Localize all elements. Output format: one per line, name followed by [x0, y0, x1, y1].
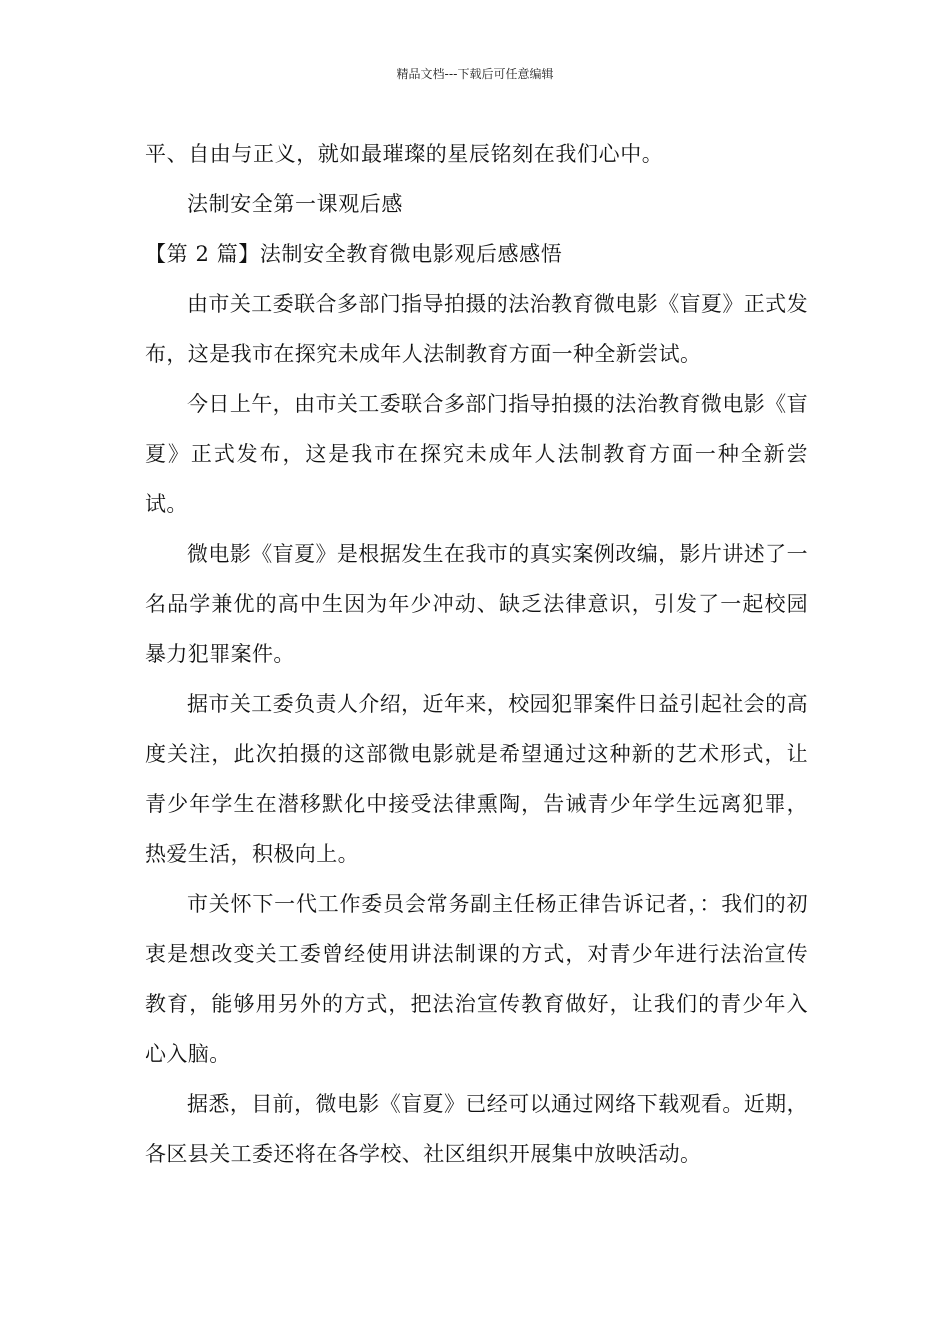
document-body: [145, 129, 808, 1179]
continuation-line: 平、自由与正义，就如最璀璨的星辰铭刻在我们心中。: [145, 142, 664, 166]
page-header: 精品文档---下载后可任意编辑: [396, 67, 554, 81]
paragraph-5: 市关怀下一代工作委员会常务副主任杨正律告诉记者，：我们的初衷是想改变关工委曾经使用讲法制课的方式，对青少年进行法治宣传教育，能够用另外的方式，把法治宣传教育做好，让我们的青少年入心入脑。: [145, 892, 808, 1066]
paragraph-2: 今日上午，由市关工委联合多部门指导拍摄的法治教育微电影《盲夏》正式发布，这是我市在探究未成年人法制教育方面一种全新尝试。: [145, 392, 808, 516]
paragraph-3: 微电影《盲夏》是根据发生在我市的真实案例改编，影片讲述了一名品学兼优的高中生因为年少冲动、缺乏法律意识，引发了一起校园暴力犯罪案件。: [145, 542, 808, 666]
paragraph-6: 据悉，目前，微电影《盲夏》已经可以通过网络下载观看。近期，各区县关工委还将在各学校、社区组织开展集中放映活动。: [145, 1092, 808, 1166]
paragraph-1: 由市关工委联合多部门指导拍摄的法治教育微电影《盲夏》正式发布，这是我市在探究未成年人法制教育方面一种全新尝试。: [145, 292, 808, 366]
end-title: 法制安全第一课观后感: [187, 192, 403, 216]
paragraph-4: 据市关工委负责人介绍，近年来，校园犯罪案件日益引起社会的高度关注，此次拍摄的这部微电影就是希望通过这种新的艺术形式，让青少年学生在潜移默化中接受法律熏陶，告诫青少年学生远离犯罪，热爱生活，积极向上。: [145, 692, 808, 866]
section-heading: 【第 2 篇】法制安全教育微电影观后感感悟: [145, 242, 563, 266]
